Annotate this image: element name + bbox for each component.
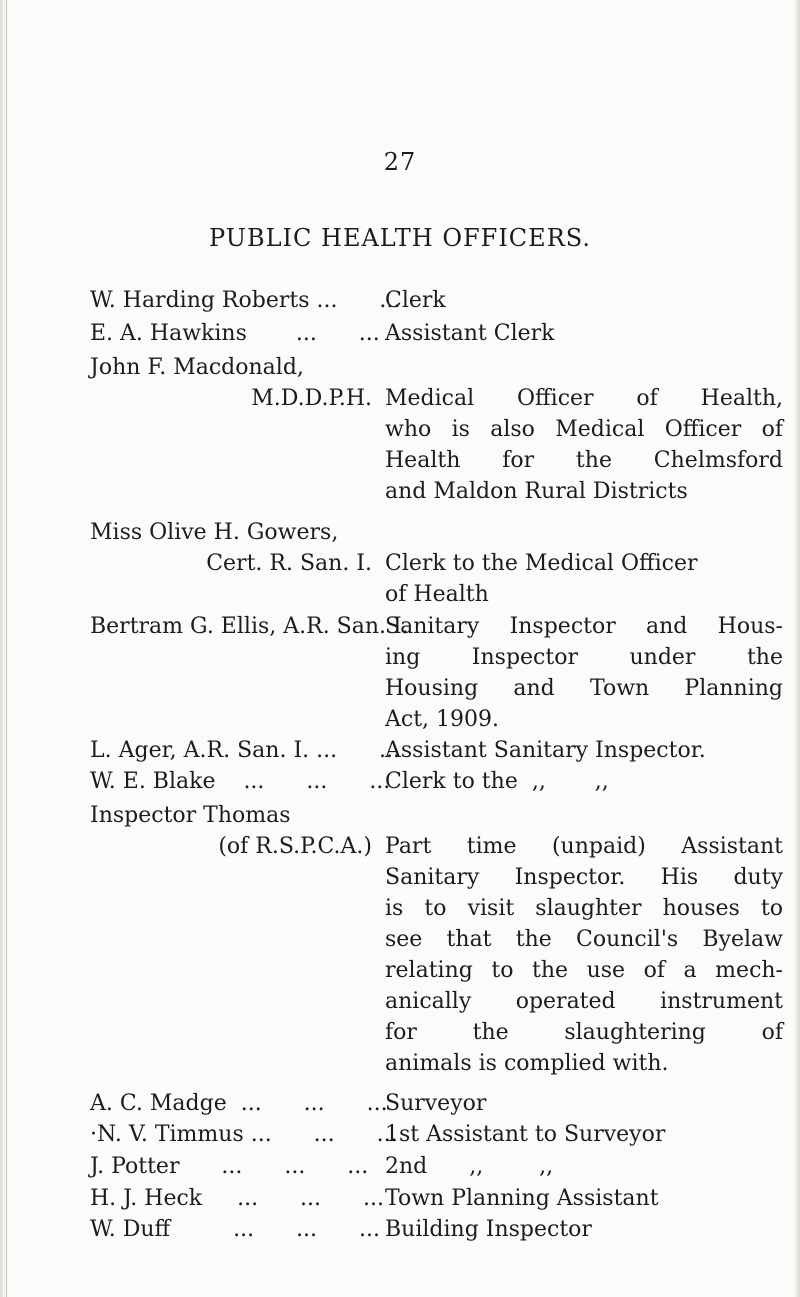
role-line: Surveyor	[385, 1091, 487, 1116]
page-gutter-line	[6, 0, 7, 1297]
page-right-edge	[794, 0, 800, 1297]
role-line: Health for the Chelmsford	[385, 448, 783, 473]
name-line: A. C. Madge ... ... ...	[90, 1091, 388, 1116]
role-line: Medical Officer of Health,	[385, 386, 783, 411]
officer-role	[385, 611, 783, 735]
officer-name	[90, 1119, 398, 1150]
officer-name	[90, 517, 372, 579]
page-number: 27	[383, 148, 417, 176]
officer-name	[90, 735, 401, 766]
officer-name	[90, 285, 401, 316]
name-line: H. J. Heck ... ... ...	[90, 1186, 384, 1211]
officer-role	[385, 1183, 783, 1214]
officer-role	[385, 1119, 783, 1150]
officer-role	[385, 548, 783, 610]
officer-name	[90, 800, 372, 862]
role-line: who is also Medical Officer of	[385, 417, 783, 442]
name-line: J. Potter ... ... ...	[90, 1154, 369, 1179]
name-qualification: Cert. R. San. I.	[206, 551, 372, 576]
role-line: Assistant Clerk	[385, 321, 555, 346]
name-line: Inspector Thomas	[90, 803, 291, 828]
role-line: and Maldon Rural Districts	[385, 479, 688, 504]
officer-name	[90, 766, 391, 797]
role-line: Town Planning Assistant	[385, 1186, 659, 1211]
officer-role	[385, 766, 783, 797]
name-line: W. Duff ... ... ...	[90, 1217, 380, 1242]
name-line: ·N. V. Timmus ... ... ...	[90, 1122, 398, 1147]
officer-name	[90, 318, 380, 349]
role-line: Housing and Town Planning	[385, 676, 783, 701]
officer-name	[90, 611, 409, 642]
role-line: for the slaughtering of	[385, 1020, 783, 1045]
officer-role	[385, 1088, 783, 1119]
role-line: animals is complied with.	[385, 1051, 669, 1076]
name-line: W. Harding Roberts ... ...	[90, 288, 401, 313]
officer-role	[385, 831, 783, 1079]
role-line: of Health	[385, 582, 489, 607]
name-qualification: (of R.S.P.C.A.)	[218, 834, 372, 859]
officer-role	[385, 318, 783, 349]
role-line: Sanitary Inspector and Hous-	[385, 614, 783, 639]
role-line: Clerk to the ,, ,,	[385, 769, 609, 794]
officer-role	[385, 1151, 783, 1182]
role-line: anically operated instrument	[385, 989, 783, 1014]
officer-name	[90, 1214, 380, 1245]
officer-role	[385, 735, 783, 766]
officer-role	[385, 383, 783, 507]
officer-name	[90, 1088, 388, 1119]
page-title: PUBLIC HEALTH OFFICERS.	[209, 224, 591, 252]
officer-name	[90, 352, 372, 414]
page-left-edge	[0, 0, 10, 1297]
role-line: Sanitary Inspector. His duty	[385, 865, 783, 890]
role-line: 2nd ,, ,,	[385, 1154, 554, 1179]
role-line: see that the Council's Byelaw	[385, 927, 783, 952]
role-line: is to visit slaughter houses to	[385, 896, 783, 921]
role-line: Building Inspector	[385, 1217, 592, 1242]
role-line: 1st Assistant to Surveyor	[385, 1122, 666, 1147]
name-line: E. A. Hawkins ... ...	[90, 321, 380, 346]
officer-name	[90, 1183, 384, 1214]
role-line: Assistant Sanitary Inspector.	[385, 738, 706, 763]
officer-role	[385, 1214, 783, 1245]
name-qualification: M.D.D.P.H.	[251, 386, 372, 411]
role-line: Act, 1909.	[385, 707, 500, 732]
name-line: Bertram G. Ellis, A.R. San. I.	[90, 614, 409, 639]
role-line: relating to the use of a mech-	[385, 958, 783, 983]
name-line: L. Ager, A.R. San. I. ... ...	[90, 738, 401, 763]
role-line: Clerk	[385, 288, 446, 313]
role-line: Part time (unpaid) Assistant	[385, 834, 783, 859]
role-line: Clerk to the Medical Officer	[385, 551, 698, 576]
name-line: Miss Olive H. Gowers,	[90, 520, 339, 545]
role-line: ing Inspector under the	[385, 645, 783, 670]
officer-name	[90, 1151, 370, 1182]
officer-role	[385, 285, 783, 316]
name-line: John F. Macdonald,	[90, 355, 304, 380]
name-line: W. E. Blake ... ... ...	[90, 769, 391, 794]
